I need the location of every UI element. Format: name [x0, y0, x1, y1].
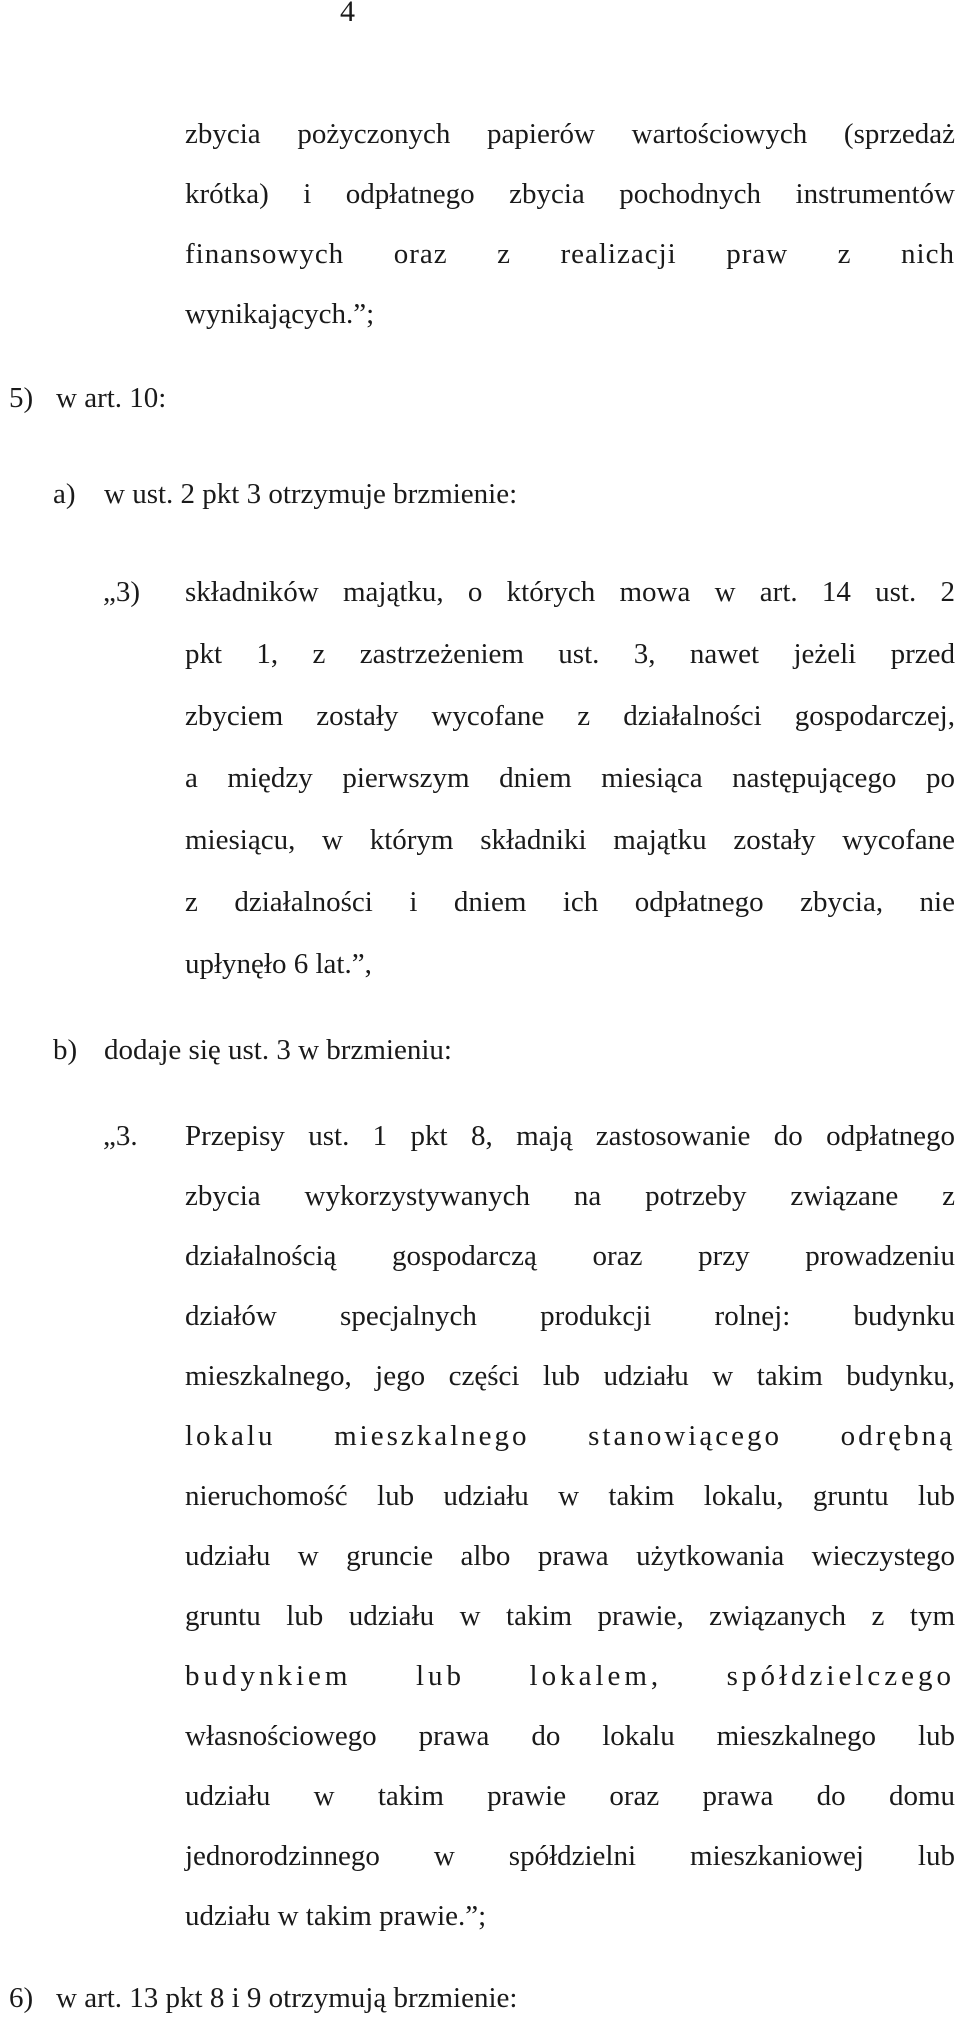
item-text: dodaje się ust. 3 w brzmieniu:	[104, 1034, 452, 1066]
text-line: krótka) i odpłatnego zbycia pochodnych instrumentów	[185, 178, 955, 210]
quote-marker: „3)	[103, 576, 141, 608]
text-line: mieszkalnego, jego części lub udziału w takim budynku,	[185, 1360, 955, 1392]
text-line: lokalu mieszkalnego stanowiącego odrębną	[185, 1420, 955, 1452]
item-marker: b)	[53, 1034, 78, 1066]
text-line: zbycia wykorzystywanych na potrzeby związane z	[185, 1180, 955, 1212]
text-line: własnościowego prawa do lokalu mieszkalnego lub	[185, 1720, 955, 1752]
text-line: zbyciem zostały wycofane z działalności gospodarczej,	[185, 700, 955, 732]
text-line: Przepisy ust. 1 pkt 8, mają zastosowanie do odpłatnego	[185, 1120, 955, 1152]
text-line: z działalności i dniem ich odpłatnego zbycia, nie	[185, 886, 955, 918]
item-marker: 5)	[9, 382, 34, 414]
text-line: pkt 1, z zastrzeżeniem ust. 3, nawet jeżeli przed	[185, 638, 955, 670]
text-line: udziału w gruncie albo prawa użytkowania wieczystego	[185, 1540, 955, 1572]
text-line: budynkiem lub lokalem, spółdzielczego	[185, 1660, 955, 1692]
text-line: gruntu lub udziału w takim prawie, związanych z tym	[185, 1600, 955, 1632]
text-line: działów specjalnych produkcji rolnej: budynku	[185, 1300, 955, 1332]
item-marker: a)	[53, 478, 76, 510]
text-line: udziału w takim prawie.”;	[185, 1900, 487, 1932]
page-number: 4	[340, 0, 355, 28]
text-line: działalnością gospodarczą oraz przy prowadzeniu	[185, 1240, 955, 1272]
item-text: w art. 10:	[56, 382, 167, 414]
text-line: a między pierwszym dniem miesiąca następującego po	[185, 762, 955, 794]
item-text: w art. 13 pkt 8 i 9 otrzymują brzmienie:	[56, 1982, 518, 2014]
text-line: składników majątku, o których mowa w art. 14 ust. 2	[185, 576, 955, 608]
text-line: zbycia pożyczonych papierów wartościowych (sprzedaż	[185, 118, 955, 150]
item-marker: 6)	[9, 1982, 34, 2014]
text-line: jednorodzinnego w spółdzielni mieszkaniowej lub	[185, 1840, 955, 1872]
text-line: wynikających.”;	[185, 298, 375, 330]
quote-marker: „3.	[103, 1120, 138, 1152]
text-line: finansowych oraz z realizacji praw z nich	[185, 238, 955, 270]
text-line: miesiącu, w którym składniki majątku zostały wycofane	[185, 824, 955, 856]
item-text: w ust. 2 pkt 3 otrzymuje brzmienie:	[104, 478, 518, 510]
text-line: upłynęło 6 lat.”,	[185, 948, 372, 980]
text-line: nieruchomość lub udziału w takim lokalu, gruntu lub	[185, 1480, 955, 1512]
text-line: udziału w takim prawie oraz prawa do domu	[185, 1780, 955, 1812]
